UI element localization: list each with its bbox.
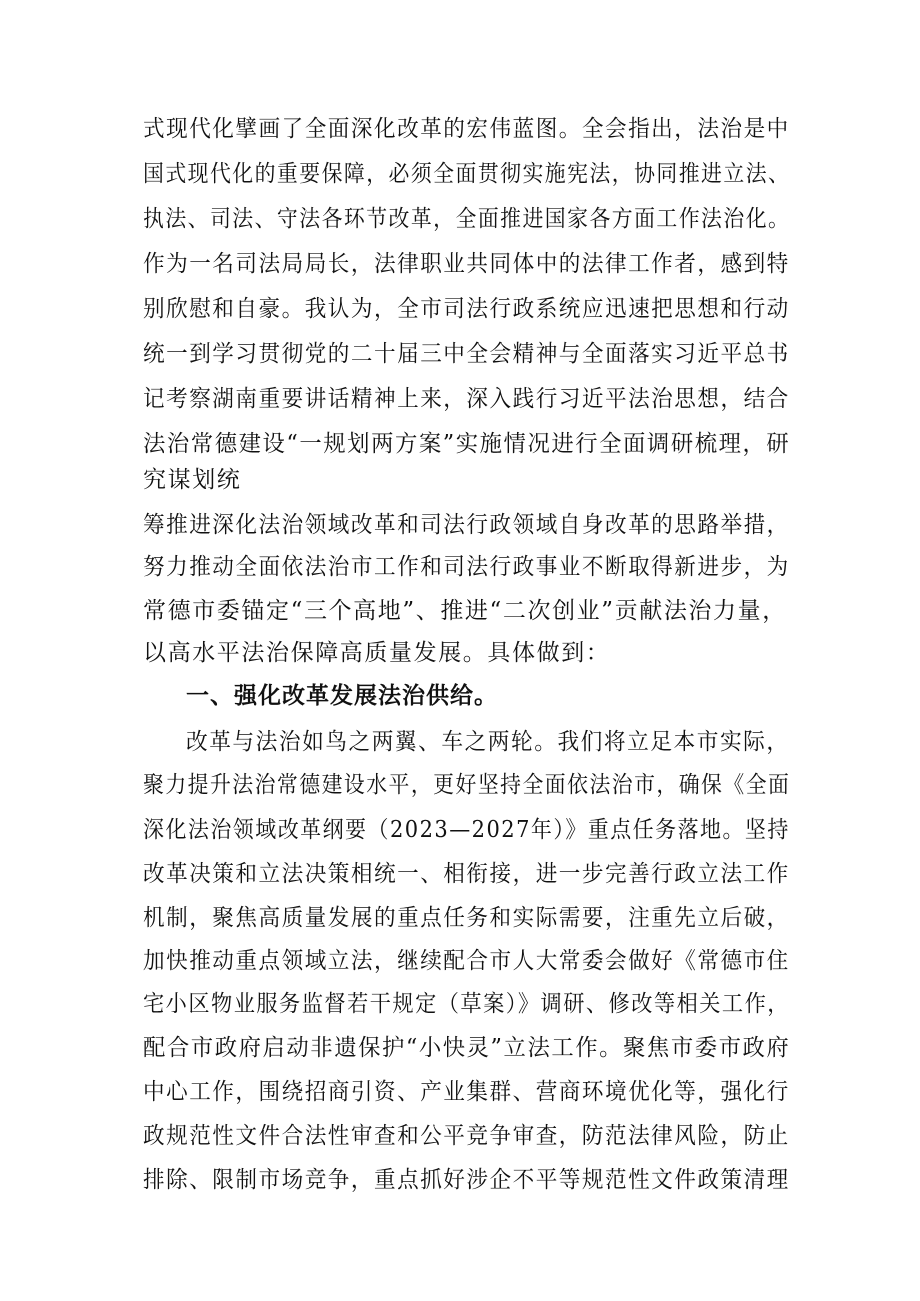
paragraph-line: 中心工作，围绕招商引资、产业集群、营商环境优化等，强化行 bbox=[143, 1079, 790, 1105]
paragraph-line: 式现代化擘画了全面深化改革的宏伟蓝图。全会指出，法治是中 bbox=[143, 116, 790, 142]
paragraph-line: 配合市政府启动非遗保护“小快灵”立法工作。聚焦市委市政府 bbox=[143, 1035, 791, 1061]
paragraph-line: 改革与法治如鸟之两翼、车之两轮。我们将立足本市实际， bbox=[186, 729, 790, 755]
paragraph-line: 排除、限制市场竞争，重点抓好涉企不平等规范性文件政策清理 bbox=[143, 1167, 790, 1193]
paragraph-line: 国式现代化的重要保障，必须全面贯彻实施宪法，协同推进立法、 bbox=[143, 161, 791, 187]
paragraph-line: 究谋划统 bbox=[143, 467, 242, 493]
paragraph-line: 加快推动重点领域立法，继续配合市人大常委会做好《常德市住 bbox=[143, 948, 790, 974]
paragraph-line: 以高水平法治保障高质量发展。具体做到： bbox=[143, 640, 611, 666]
paragraph-line: 政规范性文件合法性审查和公平竞争审查，防范法律风险，防止 bbox=[143, 1123, 790, 1149]
paragraph-line: 法治常德建设“一规划两方案”实施情况进行全面调研梳理，研 bbox=[143, 431, 791, 457]
paragraph-line: 聚力提升法治常德建设水平，更好坚持全面依法治市，确保《全面 bbox=[143, 772, 791, 798]
paragraph-line: 作为一名司法局局长，法律职业共同体中的法律工作者，感到特 bbox=[143, 251, 790, 277]
paragraph-line: 努力推动全面依法治市工作和司法行政事业不断取得新进步，为 bbox=[143, 554, 790, 580]
paragraph-line: 常德市委锚定“三个高地”、推进“二次创业”贡献法治力量， bbox=[143, 598, 787, 624]
paragraph-line: 筹推进深化法治领域改革和司法行政领域自身改革的思路举措， bbox=[143, 512, 790, 538]
paragraph-line: 统一到学习贯彻党的二十届三中全会精神与全面落实习近平总书 bbox=[143, 341, 790, 367]
paragraph-line: 别欣慰和自豪。我认为，全市司法行政系统应迅速把思想和行动 bbox=[143, 296, 790, 322]
paragraph-line: 宅小区物业服务监督若干规定（草案）》调研、修改等相关工作， bbox=[143, 991, 790, 1017]
paragraph-line: 机制，聚焦高质量发展的重点任务和实际需要，注重先立后破， bbox=[143, 905, 790, 931]
paragraph-line: 执法、司法、守法各环节改革，全面推进国家各方面工作法治化。 bbox=[143, 206, 791, 232]
paragraph-line: 改革决策和立法决策相统一、相衔接，进一步完善行政立法工作 bbox=[143, 861, 790, 887]
section-heading: 一、强化改革发展法治供给。 bbox=[186, 683, 498, 709]
paragraph-line: 深化法治领域改革纲要（2023—2027年）》重点任务落地。坚持 bbox=[143, 817, 790, 843]
paragraph-line: 记考察湖南重要讲话精神上来，深入践行习近平法治思想，结合 bbox=[143, 386, 790, 412]
